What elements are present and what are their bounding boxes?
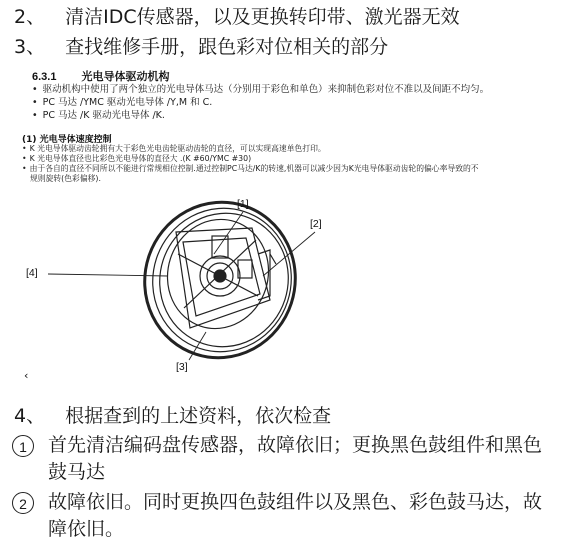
callout-1: [1] <box>237 198 249 210</box>
check-step-1 <box>12 432 542 486</box>
manual-bullet: • 驱动机构中使用了两个独立的光电导体马达（分别用于彩色和单色）来抑制色彩对位不准以及间距不均匀。 <box>32 84 489 96</box>
sub-bullet: • 由于各自的直径不同所以不能进行常规相位控制.通过控制PC马达/K的转速,机器可以减少因为K光电导体驱动齿轮的偏心率导致的不 <box>22 164 479 174</box>
check-step-2-line-1: 故障依旧。同时更换四色鼓组件以及黑色、彩色鼓马达，故 <box>48 491 543 513</box>
check-step-1-line-2: 鼓马达 <box>48 461 106 483</box>
callout-3: [3] <box>176 361 188 373</box>
sub-bullet: • K 光电导体直径也比彩色光电导体的直径大 .(K #60/YMC #30) <box>22 154 251 164</box>
section-number: 6.3.1 <box>32 71 57 83</box>
sub-heading: (1) 光电导体速度控制 <box>22 135 112 145</box>
stray-mark: ‹ <box>24 369 29 382</box>
step-4-number: 4、 <box>14 405 46 427</box>
step-3-number: 3、 <box>14 36 46 58</box>
step-3-line <box>14 35 388 59</box>
step-2-line <box>14 5 460 29</box>
check-step-2 <box>12 489 542 543</box>
manual-excerpt <box>8 64 580 386</box>
step-4-line <box>14 404 331 428</box>
step-2-number: 2、 <box>14 6 46 28</box>
section-title: 光电导体驱动机构 <box>81 71 170 83</box>
drive-gear-diagram <box>8 64 580 386</box>
circled-number-2: 2 <box>12 492 34 514</box>
step-4-text: 根据查到的上述资料，依次检查 <box>65 405 332 427</box>
circled-number-1: 1 <box>12 435 34 457</box>
step-3-text: 查找维修手册，跟色彩对位相关的部分 <box>65 36 389 58</box>
callout-2: [2] <box>310 218 322 230</box>
manual-bullet: • PC 马达 /YMC 驱动光电导体 /Y,M 和 C. <box>32 97 212 109</box>
check-step-1-line-1: 首先清洁编码盘传感器，故障依旧；更换黑色鼓组件和黑色 <box>48 434 543 456</box>
callout-4: [4] <box>26 267 38 279</box>
sub-bullet-continued: 规则旋转(色彩偏移). <box>30 174 101 183</box>
check-step-2-line-2: 障依旧。 <box>48 518 125 540</box>
sub-bullet: • K 光电导体驱动齿轮拥有大于彩色光电齿轮驱动齿轮的直径，可以实现高速单色打印。 <box>22 144 326 154</box>
manual-bullet: • PC 马达 /K 驱动光电导体 /K. <box>32 110 165 122</box>
step-2-text: 清洁IDC传感器，以及更换转印带、激光器无效 <box>65 6 460 28</box>
